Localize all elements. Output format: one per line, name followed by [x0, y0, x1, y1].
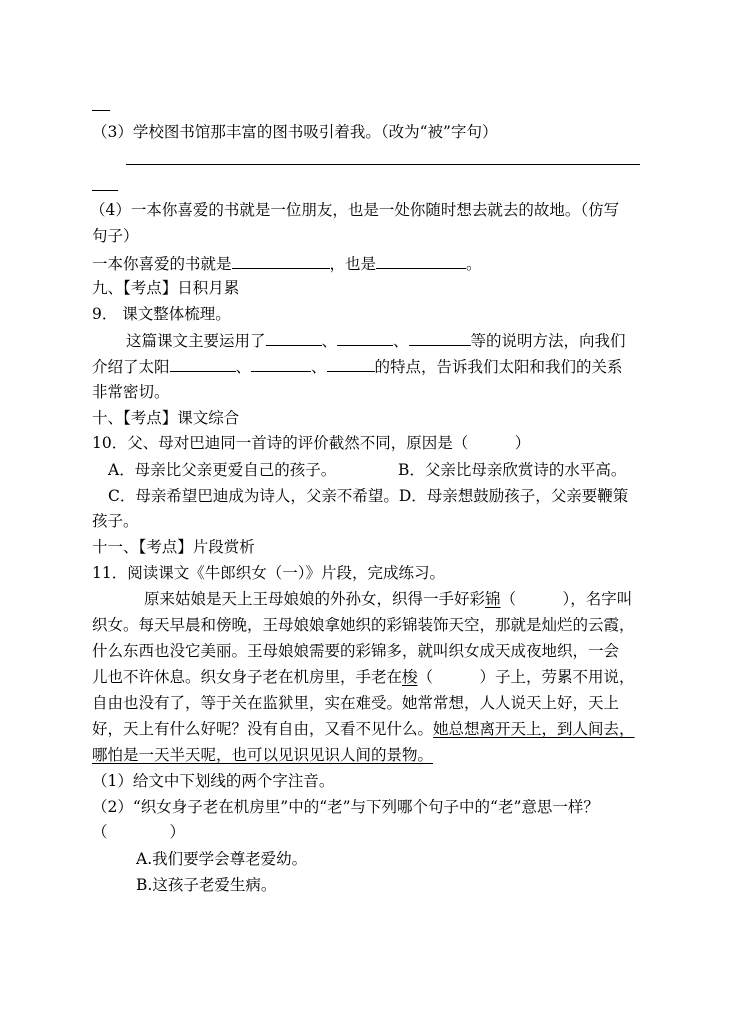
q9-text-4: 等的说明方法，向我们: [470, 332, 626, 350]
section-10-heading: 十、【考点】课文综合: [92, 409, 240, 427]
q9-text-1: 这篇课文主要运用了: [126, 332, 266, 350]
option-10-b[interactable]: B．父亲比母亲欣赏诗的水平高。: [398, 461, 627, 479]
passage-text: 儿也不许休息。织女身子老在机房里，手老在: [92, 668, 403, 686]
q4-blank-1[interactable]: [232, 253, 330, 269]
q4-text-1: 一本你喜爱的书就是: [92, 255, 232, 273]
passage-line-3: 什么东西也没它美丽。王母娘娘需要的彩锦多，就叫织女成天成夜地织，一会: [92, 642, 620, 660]
passage-text: 原来姑娘是天上王母娘娘的外孙女，织得一手好彩: [144, 590, 486, 608]
passage-line-1: [144, 589, 632, 609]
option-10-a[interactable]: A．母亲比父亲更爱自己的孩子。: [108, 461, 337, 479]
q9-blank-3[interactable]: [409, 330, 471, 346]
q9-sep: 、: [235, 358, 252, 376]
underlined-sentence: 她总想离开天上，到人间去，: [433, 720, 635, 738]
section-9-heading: 九、【考点】日积月累: [92, 279, 240, 297]
option-10-d-cont: 孩子。: [92, 512, 139, 530]
passage-line-5: 自由也没有了，等于关在监狱里，实在难受。她常常想，人人说天上好，天上: [92, 694, 620, 712]
sub-question-1: （1）给文中下划线的两个字注音。: [92, 772, 335, 790]
pinyin-blank-1[interactable]: （ ），名字叫: [500, 590, 633, 608]
question-11: 11．阅读课文《牛郎织女（一）》片段，完成练习。: [92, 564, 445, 582]
question-3: （3）学校图书馆那丰富的图书吸引着我。（改为“被”字句）: [92, 123, 498, 141]
question-10: 10．父、母对巴迪同一首诗的评价截然不同，原因是（ ）: [92, 434, 531, 452]
question-4-line3: [92, 253, 482, 274]
q9-blank-2[interactable]: [337, 330, 393, 346]
answer-line-stub: [92, 190, 118, 191]
pinyin-blank-2[interactable]: （ ）子上，劳累不用说，: [417, 668, 635, 686]
passage-line-4: [92, 667, 635, 687]
answer-paren[interactable]: （ ）: [92, 823, 186, 841]
q9-blank-5[interactable]: [251, 356, 311, 372]
question-9-line1: [126, 330, 626, 351]
q4-text-3: 。: [466, 255, 482, 273]
q9-text-5: 介绍了太阳: [92, 358, 170, 376]
q9-text-6: 的特点，告诉我们太阳和我们的关系: [374, 358, 623, 376]
q9-sep: 、: [393, 332, 409, 350]
question-4-line2: 句子）: [92, 227, 139, 245]
sub-question-2: （2）“织女身子老在机房里”中的“老”与下列哪个句子中的“老”意思一样？: [92, 798, 599, 816]
question-9-line2: [92, 356, 623, 377]
option-2-a[interactable]: A.我们要学会尊老爱幼。: [136, 850, 308, 868]
passage-text: 好，天上有什么好呢？没有自由，又看不见什么。: [92, 720, 434, 738]
q9-blank-1[interactable]: [266, 330, 322, 346]
q4-text-2: ，也是: [329, 255, 377, 273]
answer-line-stub: [92, 110, 110, 111]
option-10-cd[interactable]: C．母亲希望巴迪成为诗人，父亲不希望。D．母亲想鼓励孩子，父亲要鞭策: [108, 487, 629, 505]
question-9-line3: 非常密切。: [92, 383, 170, 401]
passage-line-7-underlined: 哪怕是一天半天呢，也可以见识见识人间的景物。: [92, 746, 434, 764]
passage-line-6: [92, 719, 635, 739]
q9-blank-6[interactable]: [327, 356, 375, 372]
question-4-line1: （4）一本你喜爱的书就是一位朋友，也是一处你随时想去就去的故地。（仿写: [90, 201, 620, 219]
option-2-b[interactable]: B.这孩子老爱生病。: [136, 876, 277, 894]
answer-line-q3[interactable]: [126, 164, 640, 165]
passage-line-2: 织女。每天早晨和傍晚，王母娘娘拿她织的彩锦装饰天空，那就是灿烂的云霞，: [92, 616, 635, 634]
q9-sep: 、: [321, 332, 338, 350]
q9-sep: 、: [311, 358, 327, 376]
underlined-char-jin: 锦: [485, 590, 501, 608]
question-9: 9． 课文整体梳理。: [92, 305, 231, 323]
q4-blank-2[interactable]: [376, 253, 466, 269]
underlined-char-suo: 梭: [402, 668, 418, 686]
section-11-heading: 十一、【考点】片段赏析: [92, 538, 255, 556]
q9-blank-4[interactable]: [170, 356, 236, 372]
